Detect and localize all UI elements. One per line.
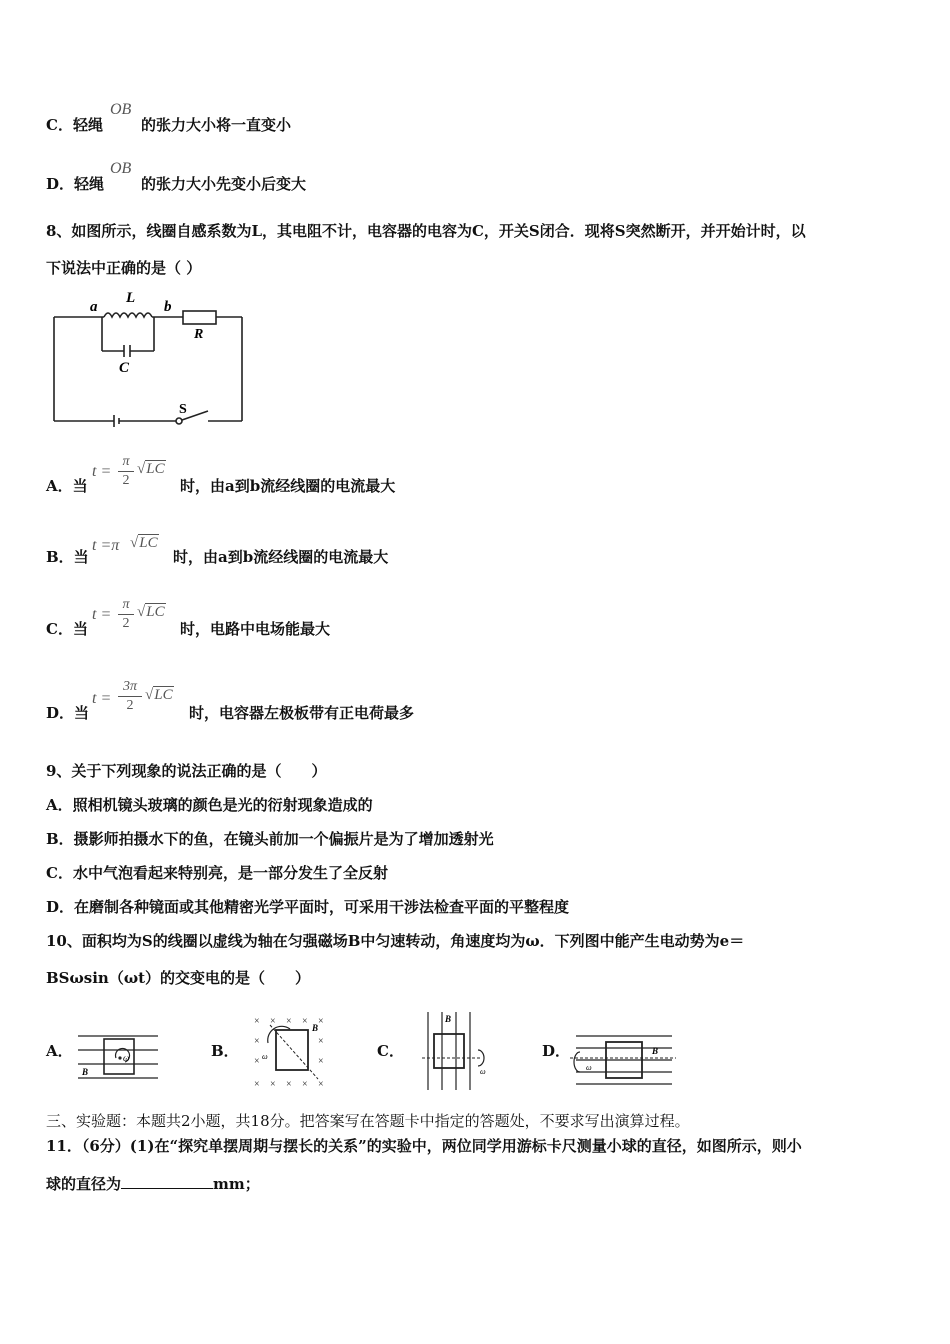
svg-text:×: × [286,1079,292,1090]
svg-text:ω: ω [123,1053,130,1063]
q8-option-d-text: 时，电容器左极板带有正电荷最多 [189,704,415,722]
q8-option-d-fraction: 3π 2 [118,679,142,714]
q8-option-c-text: 时，电路中电场能最大 [180,620,331,638]
svg-text:×: × [254,1079,260,1090]
svg-text:B: B [445,1014,452,1024]
label-s: S [179,402,187,417]
svg-text:×: × [318,1056,324,1067]
q10-option-d-label: D． [542,1042,571,1060]
q8-option-a-fraction: π 2 [118,454,134,489]
label-c: C [119,360,130,376]
q8-option-d-sqrt: √LC [145,687,173,703]
svg-text:×: × [318,1079,324,1090]
q10-stem-line2: BSωsin（ωt）的交变电的是（ ） [46,969,311,987]
q10-figure-d [570,1030,678,1090]
q7-option-d-math: OB [110,160,132,177]
q8-option-b-t: t =π [92,537,120,554]
q10-option-b-label: B． [211,1042,239,1060]
q11-line2: 球的直径为 mm； [46,1175,260,1193]
lc-circuit-diagram [48,286,248,431]
svg-text:×: × [254,1036,260,1047]
q10-figure-a [76,1030,162,1090]
svg-text:B: B [652,1046,659,1056]
svg-text:×: × [286,1016,292,1027]
svg-text:×: × [270,1079,276,1090]
label-r: R [194,327,204,342]
svg-text:×: × [302,1079,308,1090]
q8-option-a-t: t = [92,463,112,480]
q8-option-d-label: D．当 [46,704,90,722]
q8-option-b-text: 时，由a到b流经线圈的电流最大 [173,548,389,566]
q9-option-b: B．摄影师拍摄水下的鱼，在镜头前加一个偏振片是为了增加透射光 [46,830,494,848]
q8-option-c-sqrt: √LC [137,604,165,620]
q7-option-c-text: 的张力大小将一直变小 [141,116,292,134]
q7-option-d-text: 的张力大小先变小后变大 [141,175,307,193]
svg-text:×: × [254,1056,260,1067]
svg-text:ω: ω [262,1052,268,1061]
q7-option-d: D．轻绳 [46,175,105,193]
svg-text:×: × [302,1016,308,1027]
q10-figure-b [248,1013,334,1091]
label-b: b [164,299,172,315]
svg-text:×: × [318,1016,324,1027]
answer-blank[interactable] [121,1174,213,1189]
svg-text:×: × [254,1016,260,1027]
q10-stem-line1: 10、面积均为S的线圈以虚线为轴在匀强磁场B中匀速转动，角速度均为ω．下列图中能产生电动势为e＝ [46,932,745,950]
q8-option-a-label: A．当 [46,477,88,495]
q8-option-c-label: C．当 [46,620,88,638]
q9-stem: 9、关于下列现象的说法正确的是（ ） [46,762,327,780]
q8-stem-line2: 下说法中正确的是（ ） [46,259,202,277]
q8-option-c-t: t = [92,606,112,623]
q7-option-c: C．轻绳 [46,116,103,134]
q9-option-a: A．照相机镜头玻璃的颜色是光的衍射现象造成的 [46,796,373,814]
q10-option-a-label: A． [46,1042,73,1060]
label-l: L [126,290,136,306]
q8-option-b-sqrt: √LC [130,535,158,551]
label-a: a [90,299,98,315]
q8-option-d-t: t = [92,690,112,707]
q10-option-c-label: C． [377,1042,404,1060]
q9-option-c: C．水中气泡看起来特别亮，是一部分发生了全反射 [46,864,388,882]
q8-stem-line1: 8、如图所示，线圈自感系数为L，其电阻不计，电容器的电容为C，开关S闭合．现将S突然断开，并开始计时，以 [46,222,806,240]
q8-option-a-text: 时，由a到b流经线圈的电流最大 [180,477,396,495]
q7-option-c-math: OB [110,101,132,118]
svg-text:×: × [270,1016,276,1027]
q8-option-c-fraction: π 2 [118,597,134,632]
svg-text:B: B [82,1067,89,1077]
svg-text:ω: ω [586,1063,592,1072]
svg-text:B: B [312,1023,319,1033]
svg-text:ω: ω [480,1067,486,1076]
q8-option-a-sqrt: √LC [137,461,165,477]
svg-text:×: × [318,1036,324,1047]
q9-option-d: D．在磨制各种镜面或其他精密光学平面时，可采用干涉法检查平面的平整程度 [46,898,570,916]
q8-option-b-label: B．当 [46,548,89,566]
section-3-title: 三、实验题：本题共2小题，共18分。把答案写在答题卡中指定的答题处，不要求写出演算过程。 [46,1112,690,1130]
q10-figure-c [420,1010,492,1092]
q11-line1: 11．（6分）(1)在“探究单摆周期与摆长的关系”的实验中，两位同学用游标卡尺测量小球的直径，如图所示，则小 [46,1137,802,1155]
